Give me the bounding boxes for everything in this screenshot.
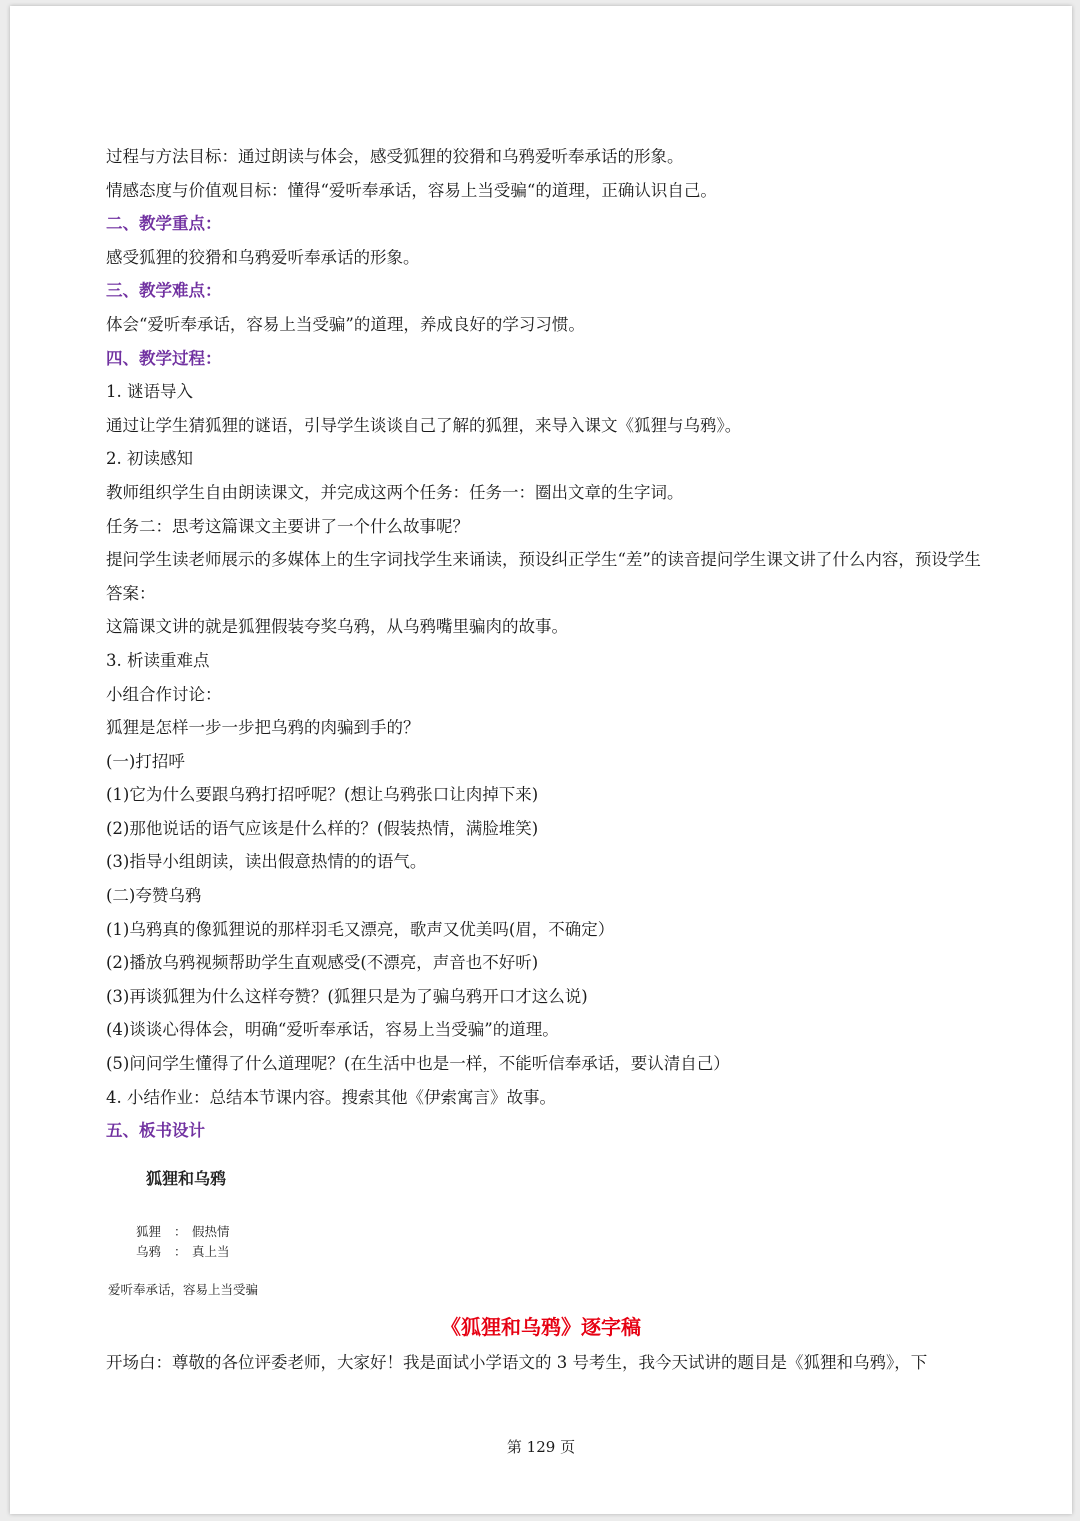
sub-heading: (二)夸赞乌鸦: [106, 886, 202, 906]
section-heading: 四、教学过程：: [106, 348, 222, 368]
text-line: 小组合作讨论：: [106, 684, 222, 704]
board-summary: 爱听奉承话，容易上当受骗: [108, 1282, 259, 1297]
section-heading: 三、教学难点：: [106, 281, 222, 301]
section-heading: 二、教学重点：: [106, 214, 222, 234]
step-heading: 4. 小结作业：总结本节课内容。搜索其他《伊索寓言》故事。: [106, 1087, 556, 1107]
text-line: (1)它为什么要跟乌鸦打招呼呢？(想让乌鸦张口让肉掉下来): [106, 785, 539, 805]
text-line: (3)指导小组朗读，读出假意热情的的语气。: [106, 852, 427, 872]
board-row-separator: ：: [174, 1244, 187, 1259]
transcript-title: 《狐狸和乌鸦》逐字稿: [441, 1315, 641, 1339]
step-heading: 3. 析读重难点: [106, 650, 210, 670]
text-line: 狐狸是怎样一步一步把乌鸦的肉骗到手的？: [106, 718, 420, 738]
step-heading: 2. 初读感知: [106, 449, 193, 469]
board-row: [136, 1222, 230, 1240]
board-row-value: 真上当: [192, 1244, 230, 1259]
board-row-key: 狐狸: [136, 1224, 162, 1239]
board-row-key: 乌鸦: [136, 1244, 162, 1259]
text-line: 感受狐狸的狡猾和乌鸦爱听奉承话的形象。: [106, 247, 420, 267]
text-line: 体会“爱听奉承话，容易上当受骗”的道理，养成良好的学习习惯。: [106, 314, 585, 334]
text-line: 教师组织学生自由朗读课文，并完成这两个任务：任务一：圈出文章的生字词。: [106, 482, 684, 502]
board-title: 狐狸和乌鸦: [146, 1169, 227, 1188]
lesson-content: [106, 140, 986, 1148]
text-line: (5)问问学生懂得了什么道理呢？(在生活中也是一样，不能听信奉承话，要认清自己）: [106, 1054, 730, 1074]
text-line: (4)谈谈心得体会，明确“爱听奉承话，容易上当受骗”的道理。: [106, 1020, 559, 1040]
text-line: 任务二：思考这篇课文主要讲了一个什么故事呢？: [106, 516, 469, 536]
step-heading: 1. 谜语导入: [106, 382, 193, 402]
section-heading: 五、板书设计: [106, 1121, 205, 1141]
board-row-value: 假热情: [192, 1224, 230, 1239]
text-line: (1)乌鸦真的像狐狸说的那样羽毛又漂亮，歌声又优美吗(眉，不确定）: [106, 919, 615, 939]
text-line: (2)那他说话的语气应该是什么样的？(假装热情，满脸堆笑): [106, 818, 539, 838]
board-row: [136, 1242, 230, 1260]
text-line: 过程与方法目标：通过朗读与体会，感受狐狸的狡猾和乌鸦爱听奉承话的形象。: [106, 147, 684, 166]
text-line: (3)再谈狐狸为什么这样夸赞？(狐狸只是为了骗乌鸦开口才这么说): [106, 986, 588, 1006]
board-row-separator: ：: [174, 1224, 187, 1239]
text-line: (2)播放乌鸦视频帮助学生直观感受(不漂亮，声音也不好听): [106, 953, 539, 973]
text-paragraph: 提问学生读老师展示的多媒体上的生字词找学生来诵读，预设纠正学生“差”的读音提问学生课文讲了什么内容，预设学生答案：: [106, 550, 981, 603]
text-line: 通过让学生猜狐狸的谜语，引导学生谈谈自己了解的狐狸，来导入课文《狐狸与乌鸦》。: [106, 415, 742, 435]
page-number: 第 129 页: [506, 1438, 576, 1456]
opening-line: 开场白：尊敬的各位评委老师，大家好！我是面试小学语文的 3 号考生，我今天试讲的题目是《狐狸和乌鸦》，下: [106, 1353, 928, 1372]
document-page: [10, 6, 1072, 1514]
text-line: 这篇课文讲的就是狐狸假装夸奖乌鸦，从乌鸦嘴里骗肉的故事。: [106, 617, 568, 637]
sub-heading: (一)打招呼: [106, 751, 185, 771]
text-line: 情感态度与价值观目标：懂得“爱听奉承话，容易上当受骗“的道理，正确认识自己。: [106, 180, 717, 200]
